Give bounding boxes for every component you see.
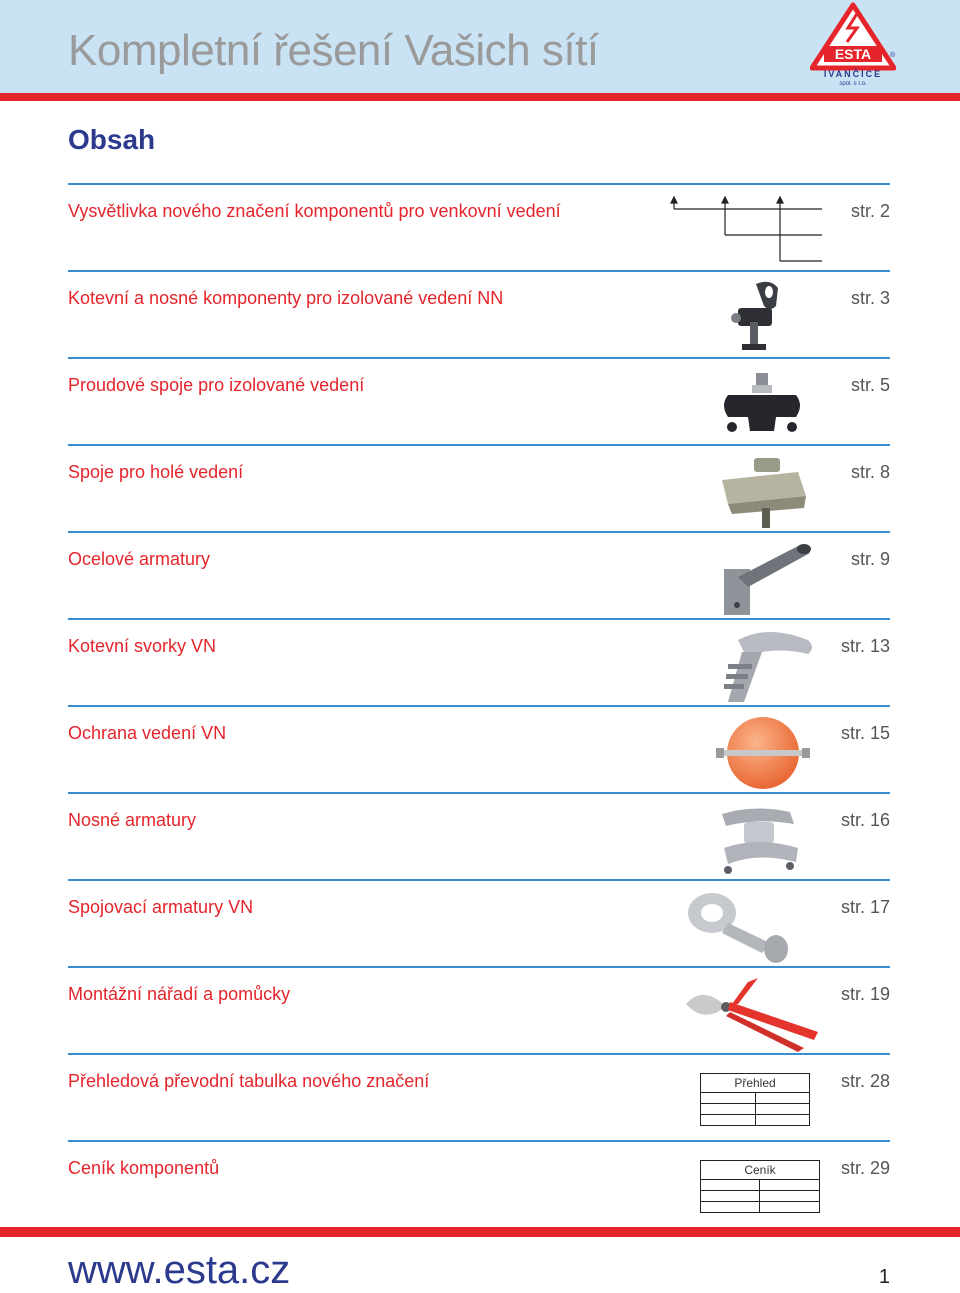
toc-entry-page: str. 8 — [850, 462, 890, 482]
bare-line-clamp-icon — [698, 452, 828, 530]
toc-entry[interactable] — [68, 1140, 890, 1229]
page-number: 1 — [878, 1266, 890, 1288]
toc-entry[interactable] — [68, 879, 890, 968]
toc-entry[interactable] — [68, 531, 890, 620]
overview-table-thumbnail — [700, 1073, 810, 1126]
toc-entry[interactable] — [68, 270, 890, 359]
page-header — [0, 0, 960, 93]
toc-entry-label[interactable]: Kotevní svorky VN — [68, 636, 217, 656]
toc-entry-label[interactable]: Ceník komponentů — [68, 1158, 220, 1178]
price-table-thumbnail — [700, 1160, 820, 1213]
toc-entry[interactable] — [68, 1053, 890, 1142]
header-title: Kompletní řešení Vašich sítí — [68, 26, 599, 75]
toc-entry-label[interactable]: Montážní nářadí a pomůcky — [68, 984, 291, 1004]
marker-ball-icon — [698, 713, 828, 791]
logo-brand: ESTA — [834, 46, 872, 62]
toc-entry-page: str. 19 — [840, 984, 890, 1004]
logo-mark: ® — [890, 52, 896, 59]
anchor-clamp-icon — [698, 278, 828, 356]
table-caption: Přehled — [701, 1074, 810, 1093]
header-red-bar — [0, 93, 960, 101]
esta-logo — [810, 2, 896, 86]
toc-heading: Obsah — [68, 124, 156, 155]
hv-anchor-clamp-icon — [698, 626, 828, 704]
footer-url-link[interactable]: www.esta.cz — [68, 1248, 291, 1292]
cable-cutter-icon — [678, 974, 828, 1052]
toc-entry-label[interactable]: Ocelové armatury — [68, 549, 211, 569]
toc-entry[interactable] — [68, 792, 890, 881]
toc-entry-label[interactable]: Proudové spoje pro izolované vedení — [68, 375, 365, 395]
toc-entry-page: str. 13 — [840, 636, 890, 656]
toc-entry-label[interactable]: Spojovací armatury VN — [68, 897, 254, 917]
toc-entry[interactable] — [68, 444, 890, 533]
toc-entry-page: str. 15 — [840, 723, 890, 743]
toc-entry[interactable] — [68, 705, 890, 794]
eye-bolt-icon — [678, 887, 808, 965]
toc-entry[interactable] — [68, 357, 890, 446]
toc-entry-page: str. 3 — [850, 288, 890, 308]
toc-entry-page: str. 9 — [850, 549, 890, 569]
toc-entry-page: str. 29 — [840, 1158, 890, 1178]
toc-entry[interactable] — [68, 966, 890, 1055]
toc-entry-label[interactable]: Vysvětlivka nového značení komponentů pro venkovní vedení — [68, 201, 561, 221]
toc-entry-page: str. 17 — [840, 897, 890, 917]
toc-entry-page: str. 2 — [850, 201, 890, 221]
table-caption: Ceník — [701, 1161, 820, 1180]
piercing-connector-icon — [698, 365, 828, 443]
toc-entry-label[interactable]: Kotevní a nosné komponenty pro izolované vedení NN — [68, 288, 504, 308]
toc-entry-label[interactable]: Ochrana vedení VN — [68, 723, 227, 743]
toc-entry[interactable] — [68, 183, 890, 272]
toc-entry-label[interactable]: Nosné armatury — [68, 810, 197, 830]
logo-suffix: spol. s r.o. — [839, 81, 867, 86]
footer-red-bar — [0, 1227, 960, 1237]
toc-entry-page: str. 28 — [840, 1071, 890, 1091]
toc-entry-label[interactable]: Přehledová převodní tabulka nového značení — [68, 1071, 430, 1091]
toc-entry-label[interactable]: Spoje pro holé vedení — [68, 462, 244, 482]
toc-entry-page: str. 5 — [850, 375, 890, 395]
toc-entry-page: str. 16 — [840, 810, 890, 830]
toc-entry[interactable] — [68, 618, 890, 707]
logo-city: IVANČICE — [823, 69, 883, 79]
suspension-fitting-icon — [698, 800, 828, 878]
marking-diagram-icon — [668, 189, 828, 267]
steel-bracket-icon — [698, 539, 828, 617]
